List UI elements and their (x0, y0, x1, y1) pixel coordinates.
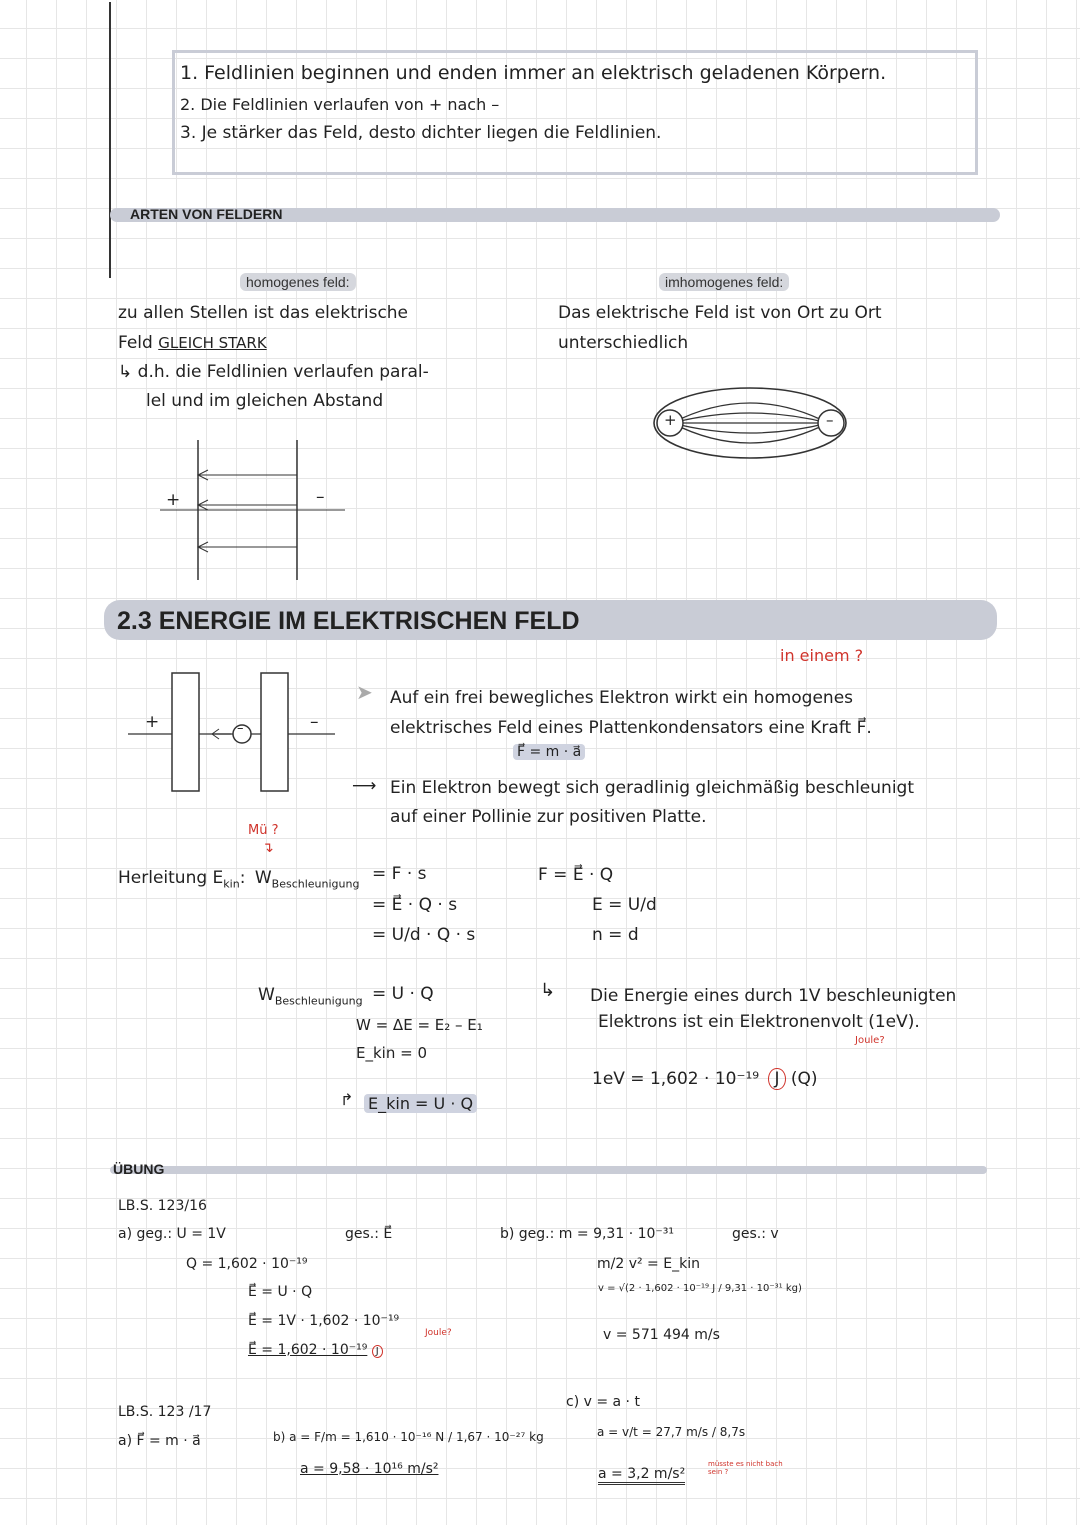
deriv-eq-5: W = ΔE = E₂ – E₁ (356, 1016, 483, 1034)
bullet-arrow: ➤ (356, 680, 373, 704)
homogen-line-3: ↳ d.h. die Feldlinien verlaufen paral- (118, 362, 429, 382)
energy-text-2: elektrisches Feld eines Plattenkondensators eine Kraft F⃗. (390, 718, 872, 738)
derivation-label-text: Herleitung E (118, 868, 224, 888)
homogen-line-4: lel und im gleichen Abstand (146, 391, 384, 411)
margin-line (109, 2, 111, 278)
rule-3: 3. Je stärker das Feld, desto dichter liegen die Feldlinien. (180, 123, 662, 143)
energy-text-4: auf einer Pollinie zur positiven Platte. (390, 807, 707, 827)
ex-16-b-line-3: v = 571 494 m/s (603, 1327, 720, 1343)
homogen-line-2b: GLEICH STARK (158, 334, 267, 352)
result-ekin: E_kin = U · Q (364, 1094, 477, 1113)
ex-16-a-ges: ges.: E⃗ (345, 1226, 393, 1242)
inhomogen-line-1: Das elektrische Feld ist von Ort zu Ort (558, 303, 882, 323)
ex-17-b-line-2: a = 9,58 · 10¹⁶ m/s² (300, 1461, 439, 1477)
note-in-einem: in einem ? (780, 646, 864, 665)
w-beschl-2-sub: Beschleunigung (274, 994, 363, 1008)
ex-17-c-note: müsste es nicht bach sein ? (708, 1460, 783, 1476)
mu-arrow: ↴ (262, 840, 274, 856)
inhomogen-plus: + (664, 411, 677, 429)
ex-16-b-ges: ges.: v (732, 1226, 779, 1242)
w-beschl: W (254, 868, 272, 888)
ex-16-a-line-3-text: E⃗ = 1,602 · 10⁻¹⁹ (248, 1342, 368, 1358)
w-beschl-2-main: W (258, 985, 275, 1005)
ex-16-a-line-1: E⃗ = U · Q (248, 1284, 313, 1300)
cap-plus: + (145, 712, 160, 732)
section-bar-exercise (110, 1166, 987, 1174)
plus-plate (172, 673, 199, 791)
formula-newton: F⃗ = m · a⃗ (513, 744, 585, 760)
deriv-eq-2: = E⃗ · Q · s (372, 895, 458, 915)
inhomogen-label: imhomogenes feld: (659, 273, 789, 291)
ex-17-c-line-2: a = v/t = 27,7 m/s / 8,7s (597, 1425, 746, 1439)
minus-plate (261, 673, 288, 791)
ev-arrow: ↳ (540, 980, 556, 1001)
derivation-label-sub: kin (223, 877, 240, 891)
ex-16-b-line-2: v = √(2 · 1,602 · 10⁻¹⁹ J / 9,31 · 10⁻³¹ kg) (598, 1283, 802, 1294)
ev-unit: J (768, 1068, 785, 1090)
derivation-label (118, 868, 359, 890)
deriv-eq-6: E_kin = 0 (356, 1044, 427, 1062)
derivation-colon: : (239, 868, 246, 888)
ev-eq-text: 1eV = 1,602 · 10⁻¹⁹ (592, 1069, 760, 1089)
rule-1: 1. Feldlinien beginnen und enden immer an elektrisch geladenen Körpern. (180, 62, 887, 84)
ex-16-b-given: b) geg.: m = 9,31 · 10⁻³¹ (500, 1226, 675, 1242)
inhomogen-minus: – (826, 411, 834, 429)
homogen-diagram (150, 430, 360, 590)
ex-17-label: LB.S. 123 /17 (118, 1404, 212, 1420)
section-title-energy: 2.3 ENERGIE IM ELEKTRISCHEN FELD (117, 607, 580, 635)
ev-equation (592, 1068, 818, 1090)
side-eq-1: F = E⃗ · Q (538, 865, 614, 885)
cap-minus: – (310, 712, 319, 732)
arrow-to-text3: ⟶ (352, 776, 377, 796)
ev-q: (Q) (790, 1069, 818, 1089)
ex-16-a-given: a) geg.: U = 1V (118, 1226, 226, 1242)
section-title-fields: ARTEN VON FELDERN (130, 206, 283, 222)
ex-17-c-line-3: a = 3,2 m/s² (598, 1466, 685, 1485)
homogen-line-2 (118, 333, 267, 353)
field-line-d (672, 423, 828, 433)
homogen-plus: + (166, 490, 181, 510)
inhomogen-line-2: unterschiedlich (558, 333, 689, 353)
capacitor-diagram (125, 668, 340, 798)
result-arrow: ↱ (340, 1090, 354, 1109)
ex-17-a: a) F⃗ = m · a⃗ (118, 1433, 201, 1449)
homogen-minus: – (316, 487, 325, 507)
side-eq-3: n = d (592, 925, 639, 945)
energy-text-3: Ein Elektron bewegt sich geradlinig gleichmäßig beschleunigt (390, 778, 914, 798)
ex-16-a-q: Q = 1,602 · 10⁻¹⁹ (186, 1256, 308, 1272)
rule-2: 2. Die Feldlinien verlaufen von + nach – (180, 95, 500, 114)
ev-joule-note: Joule? (855, 1035, 885, 1046)
ex-16-a-joule: Joule? (425, 1328, 452, 1338)
w-beschl-2 (258, 985, 363, 1007)
deriv-eq-1: = F · s (372, 864, 427, 884)
w-beschl-sub: Beschleunigung (271, 877, 360, 891)
ex-17-b-line-1: b) a = F/m = 1,610 · 10⁻¹⁶ N / 1,67 · 10⁻²⁷ kg (273, 1430, 544, 1444)
homogen-line-2a: Feld (118, 333, 153, 353)
ex-16-a-line-3 (248, 1342, 383, 1358)
cap-electron-sign: – (237, 721, 244, 736)
ex-16-label: LB.S. 123/16 (118, 1198, 207, 1214)
energy-text-1: Auf ein frei bewegliches Elektron wirkt ein homogenes (390, 688, 854, 708)
ex-16-b-line-1: m/2 v² = E_kin (597, 1256, 700, 1272)
ex-17-c-line-1: c) v = a · t (566, 1394, 640, 1410)
mu-note: Mü ? (248, 823, 279, 838)
deriv-eq-3: = U/d · Q · s (372, 925, 476, 945)
side-eq-2: E = U/d (592, 895, 657, 915)
ex-16-a-line-2: E⃗ = 1V · 1,602 · 10⁻¹⁹ (248, 1313, 400, 1329)
deriv-eq-4: = U · Q (372, 984, 434, 1004)
ev-text-1: Die Energie eines durch 1V beschleunigten (590, 986, 957, 1006)
field-line-b (672, 413, 828, 423)
homogen-label: homogenes feld: (240, 273, 356, 291)
ex-16-a-unit: J (372, 1345, 383, 1358)
section-title-exercise: ÜBUNG (113, 1161, 165, 1177)
homogen-line-1: zu allen Stellen ist das elektrische (118, 303, 409, 323)
ev-text-2: Elektrons ist ein Elektronenvolt (1eV). (598, 1012, 920, 1032)
